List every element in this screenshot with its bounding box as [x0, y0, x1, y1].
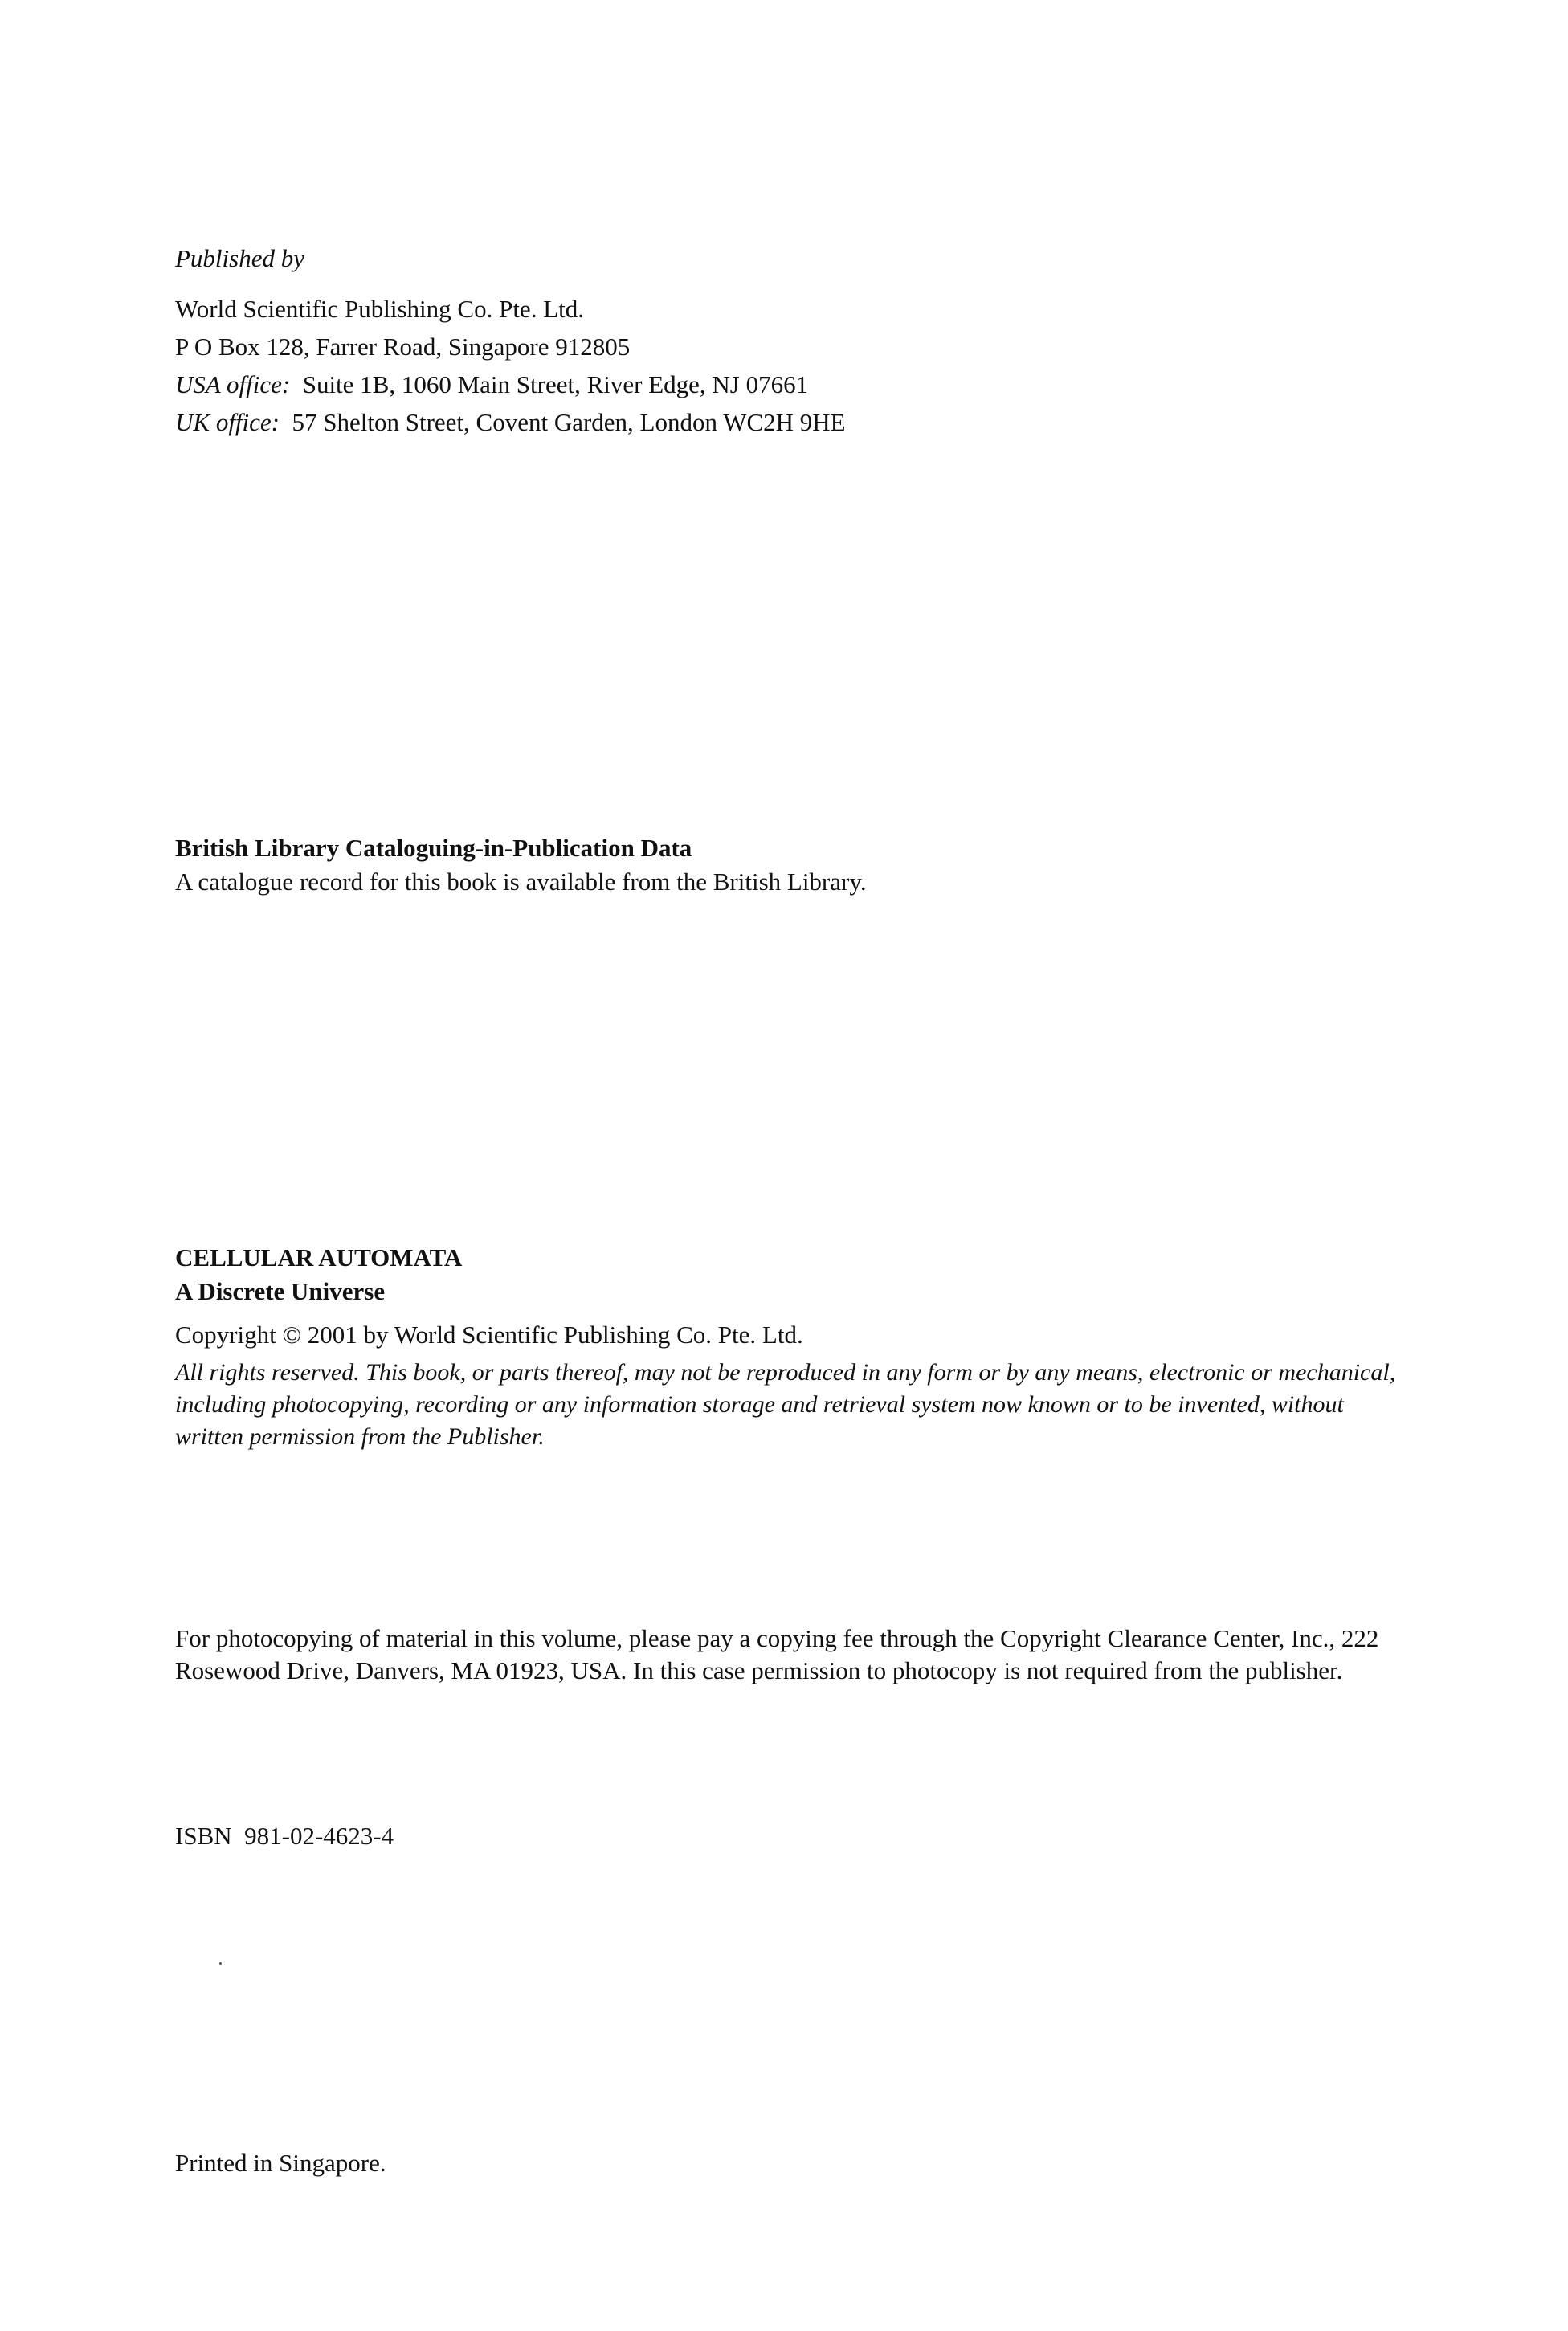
stray-dot — [219, 1962, 222, 1965]
book-copyright-info — [175, 1241, 1396, 1453]
publisher-address: P O Box 128, Farrer Road, Singapore 912805 — [175, 333, 631, 361]
photocopy-notice: For photocopying of material in this volume, please pay a copying fee through the Copyright Clearance Center, Inc., 222 Rosewood Drive, Danvers, MA 01923, USA. In this case permission to photocopy is not required from the publisher. — [175, 1624, 1379, 1684]
book-title: CELLULAR AUTOMATA — [175, 1243, 463, 1272]
uk-office-label: UK office: — [175, 408, 280, 436]
usa-office-address: Suite 1B, 1060 Main Street, River Edge, NJ 07661 — [302, 370, 809, 398]
copyright-line: Copyright © 2001 by World Scientific Publishing Co. Pte. Ltd. — [175, 1321, 803, 1349]
uk-office-line — [175, 403, 1396, 441]
printed-in: Printed in Singapore. — [175, 2149, 386, 2177]
uk-office-address: 57 Shelton Street, Covent Garden, London WC2H 9HE — [292, 408, 846, 436]
usa-office-label: USA office: — [175, 370, 291, 398]
usa-office-line — [175, 365, 1396, 403]
isbn-text: ISBN 981-02-4623-4 — [175, 1822, 394, 1850]
publisher-name: World Scientific Publishing Co. Pte. Ltd. — [175, 295, 584, 323]
cip-data — [175, 831, 1396, 899]
cip-heading: British Library Cataloguing-in-Publication Data — [175, 834, 692, 862]
rights-statement: All rights reserved. This book, or parts thereof, may not be reproduced in any form or by any means, electronic or mechanical, including photocopying, recording or any information storage and retrieval system now known or to be invented, without written permission from the Publisher. — [175, 1359, 1396, 1450]
cip-text: A catalogue record for this book is available from the British Library. — [175, 867, 867, 896]
published-by-label: Published by — [175, 244, 304, 272]
isbn — [175, 1819, 1396, 1853]
book-subtitle: A Discrete Universe — [175, 1277, 386, 1305]
publisher-info — [175, 239, 1396, 441]
